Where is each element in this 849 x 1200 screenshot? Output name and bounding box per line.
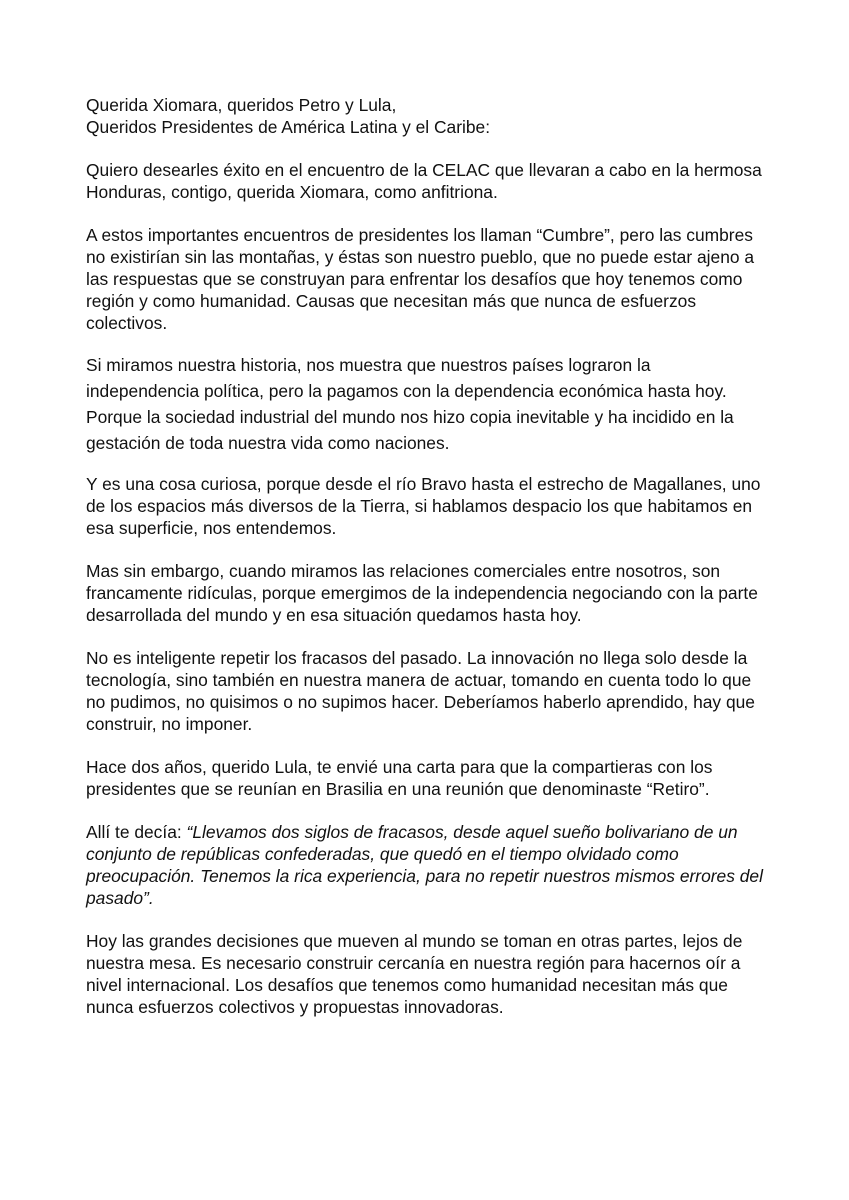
salutation-line-2: Queridos Presidentes de América Latina y el Caribe:	[86, 117, 491, 137]
paragraph-wishes: Quiero desearles éxito en el encuentro de la CELAC que llevaran a cabo en la hermosa Honduras, contigo, querida Xiomara, como anfitriona.	[86, 160, 762, 202]
salutation-line-1: Querida Xiomara, queridos Petro y Lula,	[86, 95, 397, 115]
paragraph-decisions: Hoy las grandes decisiones que mueven al mundo se toman en otras partes, lejos de nuestra mesa. Es necesario construir cercanía en nuestra región para hacernos oír a nivel internacional. Los desafíos que tenemos como humanidad necesitan más que nunca esfuerzos colectivos y propuestas innovadoras.	[86, 931, 743, 1017]
letter-page	[86, 94, 766, 1039]
paragraph-quote	[86, 821, 766, 909]
paragraph-commerce: Mas sin embargo, cuando miramos las relaciones comerciales entre nosotros, son francamente ridículas, porque emergimos de la independencia negociando con la parte desarrollada del mundo y en esa situación quedamos hasta hoy.	[86, 561, 758, 625]
paragraph-innovation: No es inteligente repetir los fracasos del pasado. La innovación no llega solo desde la tecnología, sino también en nuestra manera de actuar, tomando en cuenta todo lo que no pudimos, no quisimos o no supimos hacer. Deberíamos haberlo aprendido, hay que construir, no imponer.	[86, 648, 755, 734]
quote-intro: Allí te decía:	[86, 822, 187, 842]
salutation	[86, 94, 766, 138]
paragraph-history: Si miramos nuestra historia, nos muestra que nuestros países lograron la independencia política, pero la pagamos con la dependencia económica hasta hoy. Porque la sociedad industrial del mundo nos hizo copia inevitable y ha incidido en la gestación de toda nuestra vida como naciones.	[86, 355, 734, 453]
paragraph-retiro: Hace dos años, querido Lula, te envié una carta para que la compartieras con los presidentes que se reunían en Brasilia en una reunión que denominaste “Retiro”.	[86, 757, 713, 799]
paragraph-cumbre: A estos importantes encuentros de presidentes los llaman “Cumbre”, pero las cumbres no existirían sin las montañas, y éstas son nuestro pueblo, que no puede estar ajeno a las respuestas que se construyan para enfrentar los desafíos que hoy tenemos como región y como humanidad. Causas que necesitan más que nunca de esfuerzos colectivos.	[86, 225, 755, 333]
quote-text: “Llevamos dos siglos de fracasos, desde aquel sueño bolivariano de un conjunto de repúblicas confederadas, que quedó en el tiempo olvidado como preocupación. Tenemos la rica experiencia, para no repetir nuestros mismos errores del pasado”.	[86, 822, 763, 908]
paragraph-rio-bravo: Y es una cosa curiosa, porque desde el río Bravo hasta el estrecho de Magallanes, uno de los espacios más diversos de la Tierra, si hablamos despacio los que habitamos en esa superficie, nos entendemos.	[86, 474, 761, 538]
